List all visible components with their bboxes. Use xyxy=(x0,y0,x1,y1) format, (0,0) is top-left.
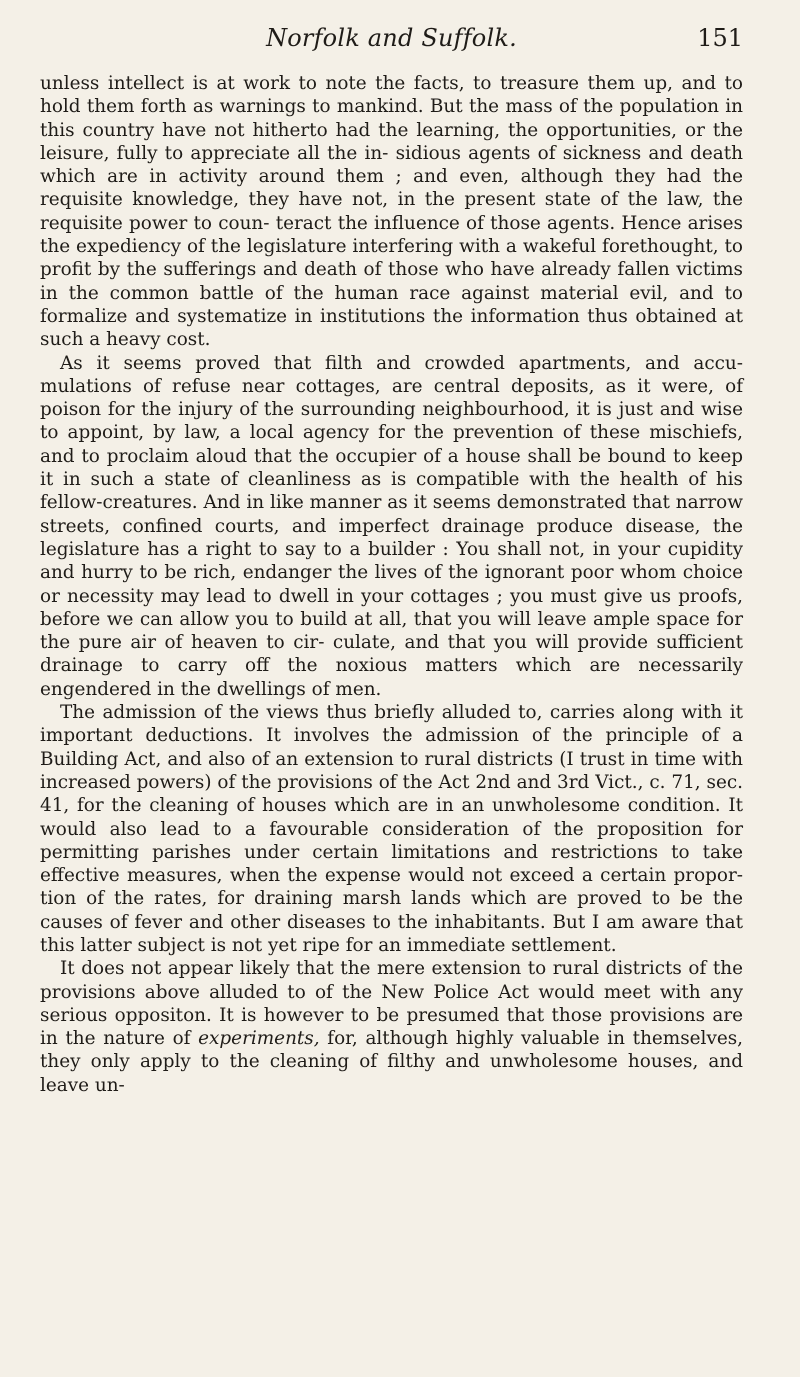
page-number: 151 xyxy=(697,24,743,52)
paragraph-1: unless intellect is at work to note the facts, to treasure them up, and to hold them forth as warnings to mankind. But the mass of the population in this country have not hitherto had the learning, the opportunities, or the leisure, fully to appreciate all the in- sidious agents of sickness and death which are in activity around them ; and even, although they had the requisite knowledge, they have not, in the present state of the law, the requisite power to coun- teract the influence of those agents. Hence arises the expediency of the legislature interfering with a wakeful forethought, to profit by the sufferings and death of those who have already fallen victims in the common battle of the human race against material evil, and to formalize and systematize in institutions the information thus obtained at such a heavy cost. xyxy=(40,73,743,351)
paragraph-2: As it seems proved that filth and crowded apartments, and accu- mulations of refuse near cottages, are central deposits, as it were, of poison for the injury of the surrounding neighbourhood, it is just and wise to appoint, by law, a local agency for the prevention of these mischiefs, and to proclaim aloud that the occupier of a house shall be bound to keep it in such a state of cleanliness as is compatible with the health of his fellow-creatures. And in like manner as it seems demonstrated that narrow streets, confined courts, and imperfect drainage produce disease, the legislature has a right to say to a builder : You shall not, in your cupidity and hurry to be rich, endanger the lives of the ignorant poor whom choice or necessity may lead to dwell in your cottages ; you must give us proofs, before we can allow you to build at all, that you will leave ample space for the pure air of heaven to cir- culate, and that you will provide sufficient drainage to carry off the noxious matters which are necessarily engendered in the dwellings of men. xyxy=(40,352,743,700)
body-text xyxy=(40,72,743,1097)
running-head xyxy=(40,22,743,54)
paragraph-4-start: It does not appear likely that the mere extension to rural districts of the provisions above alluded to of the New Police Act would meet with any serious oppositon. It is however to be presumed that those provisions are in the nature of xyxy=(40,958,743,1050)
emphasis-experiments: experiments, xyxy=(198,1028,320,1050)
paragraph-4 xyxy=(40,957,743,1097)
running-title: Norfolk and Suffolk. xyxy=(266,24,517,52)
paragraph-4-end: for, although highly valuable in themselves, they only apply to the cleaning of filthy and unwholesome houses, and leave un- xyxy=(40,1028,743,1096)
paragraph-3: The admission of the views thus briefly alluded to, carries along with it important deductions. It involves the admission of the principle of a Building Act, and also of an extension to rural districts (I trust in time with increased powers) of the provisions of the Act 2nd and 3rd Vict., c. 71, sec. 41, for the cleaning of houses which are in an unwholesome condition. It would also lead to a favourable consideration of the proposition for permitting parishes under certain limitations and restrictions to take effective measures, when the expense would not exceed a certain propor- tion of the rates, for draining marsh lands which are proved to be the causes of fever and other diseases to the inhabitants. But I am aware that this latter subject is not yet ripe for an immediate settlement. xyxy=(40,702,743,956)
